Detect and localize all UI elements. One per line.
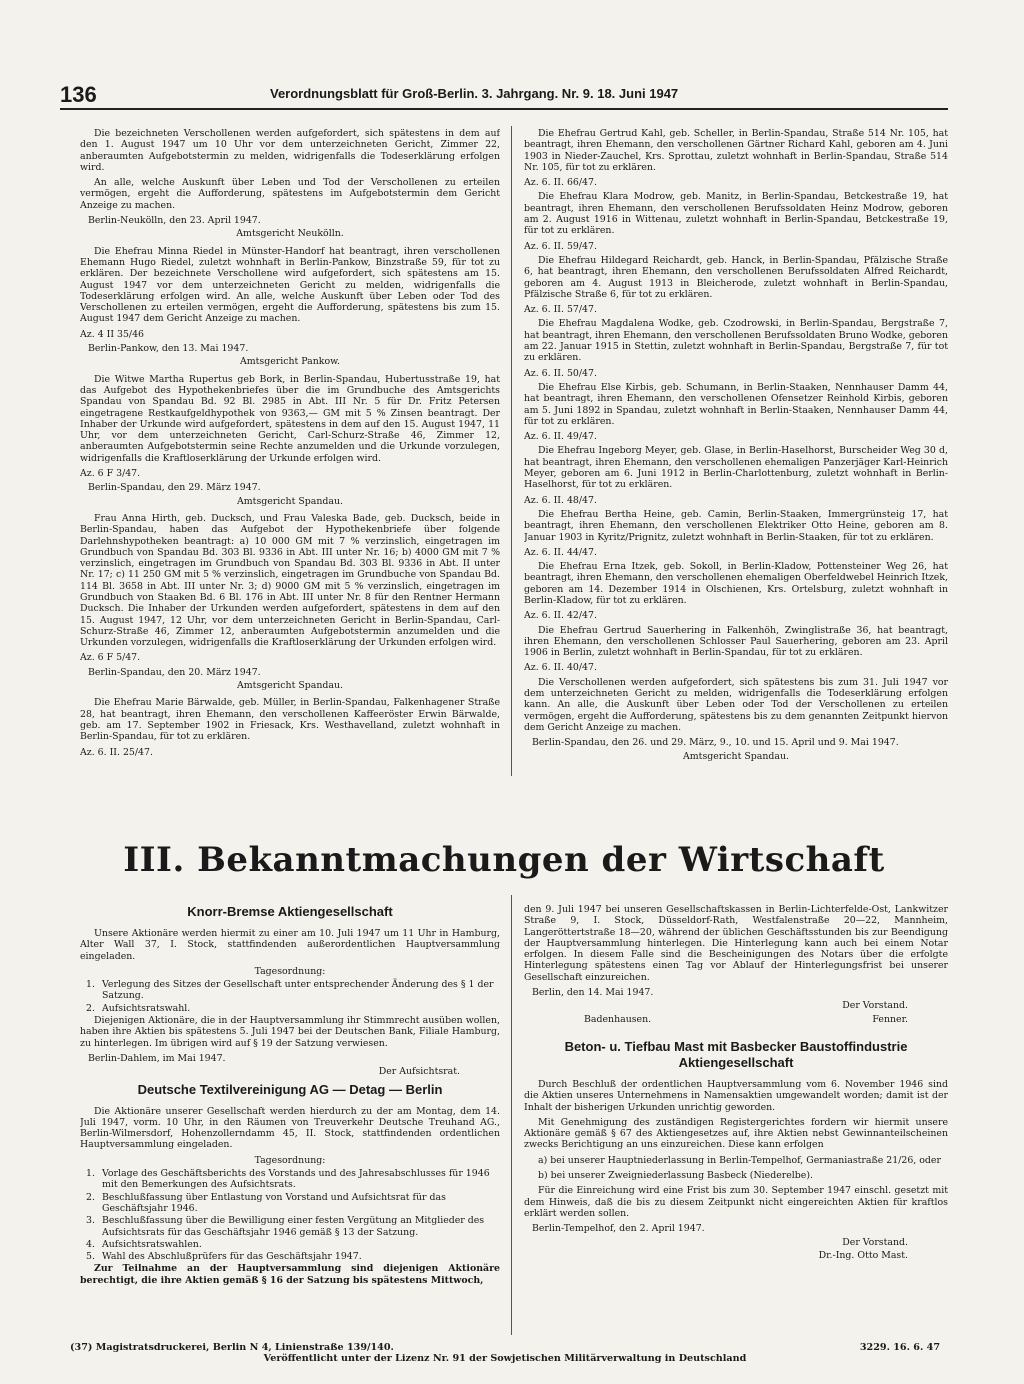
case-number: Az. 6. II. 57/47. [524,304,597,316]
right-column-court-notices [524,128,948,778]
paragraph: Die Ehefrau Else Kirbis, geb. Schumann, in Berlin-Staaken, Nennhauser Damm 44, hat beantragt, ihren Ehemann, den verschollenen Ofensetzer Reinhold Kirbis, geboren am 5. Juni 1892 in Spandau, zuletzt wohnhaft in Berlin-Staaken, Nennhauser Damm 44, für tot zu erklären. [524,381,948,427]
paragraph: Die Ehefrau Hildegard Reichardt, geb. Hanck, in Berlin-Spandau, Pfälzische Straße 6, hat beantragt, ihren Ehemann, den verschollenen Berufssoldaten Alfred Reichardt, geboren am 4. August 1913 in Bleicherode, zuletzt wohnhaft in Berlin-Spandau, Pfälzische Straße 6, für tot zu erklären. [524,254,948,300]
left-column-business-notices [80,904,500,1334]
paragraph: den 9. Juli 1947 bei unseren Gesellschaftskassen in Berlin-Lichterfelde-Ost, Lankwitzer Straße 9, I. Stock, Düsseldorf-Rath, Westfalenstraße 20—22, Mannheim, Langeröttertstraße 18—20, während der üblichen Geschäftsstunden bis zur Beendigung der Hauptversammlung hinterlegen. Die Hinterlegung kann auch bei einem Notar erfolgen. In diesem Falle sind die Bescheinigungen des Notars über die erfolgte Hinterlegung spätestens einen Tag vor Ablauf der Hinterlegungsfrist bei unserer Gesellschaft einzureichen. [524,904,948,983]
column-divider [511,126,512,776]
company-title: Deutsche Textilvereinigung AG — Detag — Berlin [137,1081,443,1097]
place-date: Berlin-Neukölln, den 23. April 1947. [88,215,261,227]
agenda-item: 3. Beschlußfassung über die Bewilligung einer festen Vergütung an Mitglieder des Aufsichtsrats für das Geschäftsjahr 1946 gemäß § 13 der Satzung. [86,1215,485,1238]
board-label: Der Vorstand. [842,1236,908,1248]
company-title: Knorr-Bremse Aktiengesellschaft [187,904,393,919]
paragraph: Die Ehefrau Minna Riedel in Münster-Handorf hat beantragt, ihren verschollenen Ehemann Hugo Riedel, zuletzt wohnhaft in Berlin-Pankow, Binzstraße 59, für tot zu erklären. Der bezeichnete Verschollene wird aufgefordert, sich spätestens am 15. August 1947 vor dem unterzeichneten Gericht zu melden, widrigenfalls die Todeserklärung erfolgen wird. An alle, welche Auskunft über Leben oder Tod des Verschollenen zu erteilen vermögen, ergeht die Aufforderung, spätestens bis zum 15. August 1947 dem Gericht Anzeige zu machen. [80,245,500,325]
case-number: Az. 6. II. 49/47. [524,431,597,443]
case-number: Az. 6. II. 25/47. [80,746,153,758]
case-number: Az. 4 II 35/46 [80,328,145,340]
case-number: Az. 6. II. 40/47. [524,662,597,674]
case-number: Az. 6. II. 48/47. [524,494,597,506]
paragraph: Die Ehefrau Gertrud Sauerhering in Falkenhöh, Zwinglistraße 36, hat beantragt, ihren Ehemann, den verschollenen Schlosser Paul Sauerhering, geboren am 23. April 1906 in Berlin, zuletzt wohnhaft in Berlin-Spandau, für tot zu erklären. [524,624,948,659]
agenda-item: 4. Aufsichtsratswahlen. [86,1238,202,1250]
paragraph: Die Ehefrau Marie Bärwalde, geb. Müller, in Berlin-Spandau, Falkenhagener Straße 28, hat beantragt, ihren Ehemann, den verschollenen Kaffeeröster Erwin Bärwalde, geb. am 17. September 1902 in Friesack, Krs. Westhavelland, zuletzt wohnhaft in Berlin-Spandau, für tot zu erklären. [80,697,500,743]
agenda-item: 1. Vorlage des Geschäftsberichts des Vorstands und des Jahresabschlusses für 1946 mit den Bemerkungen des Aufsichtsrats. [86,1168,490,1191]
board-names [524,1014,948,1025]
paragraph: Unsere Aktionäre werden hiermit zu einer am 10. Juli 1947 um 11 Uhr in Hamburg, Alter Wall 37, I. Stock, stattfindenden außerordentlichen Hauptversammlung eingeladen. [80,928,500,962]
journal-title: Verordnungsblatt für Groß-Berlin. 3. Jahrgang. Nr. 9. 18. Juni 1947 [270,86,679,101]
paragraph: Die Ehefrau Magdalena Wodke, geb. Czodrowski, in Berlin-Spandau, Bergstraße 7, hat beantragt, ihren Ehemann, den verschollenen Berufssoldaten Bruno Wodke, geboren am 22. Januar 1915 in Stettin, zuletzt wohnhaft in Berlin-Spandau, Bergstraße 7, für tot zu erklären. [524,318,948,364]
agenda-item: 1. Verlegung des Sitzes der Gesellschaft unter entsprechender Änderung des § 1 der Satzung. [86,979,494,1002]
agenda-item: 2. Aufsichtsratswahl. [86,1002,191,1014]
paragraph: Die bezeichneten Verschollenen werden aufgefordert, sich spätestens in dem auf den 1. August 1947 um 10 Uhr vor dem unterzeichneten Gericht, Zimmer 22, anberaumten Aufgebotstermin zu melden, widrigenfalls die Todeserklärung erfolgen wird. [80,128,500,173]
case-number: Az. 6. II. 66/47. [524,177,597,189]
board-member: Badenhausen. [584,1013,652,1025]
paragraph: Durch Beschluß der ordentlichen Hauptversammlung vom 6. November 1946 sind die Aktien unseres Unternehmens in Namensaktien umgewandelt worden; damit ist der Inhalt der bisherigen Urkunden unrichtig geworden. [524,1078,948,1113]
section-title: III. Bekanntmachungen der Wirtschaft [123,840,885,880]
agenda-label: Tagesordnung: [254,1154,326,1166]
court-name: Amtsgericht Spandau. [237,495,343,507]
court-name: Amtsgericht Neukölln. [236,228,344,240]
page-footer [70,1342,940,1364]
paragraph: Die Verschollenen werden aufgefordert, sich spätestens bis zum 31. Juli 1947 vor dem unterzeichneten Gericht zu melden, widrigenfalls die Todeserklärung erfolgen kann. An alle, die Auskunft über Leben oder Tod der Verschollenen zu erteilen vermögen, ergeht die Aufforderung, spätestens bis zu dem genannten Zeitpunkt hiervon dem Gericht Anzeige zu machen. [524,676,948,733]
court-name: Amtsgericht Spandau. [237,680,343,692]
paragraph: Die Ehefrau Klara Modrow, geb. Manitz, in Berlin-Spandau, Betckestraße 19, hat beantragt, ihren Ehemann, den verschollenen Berufssoldaten Heinz Modrow, geboren am 2. August 1916 in Wittenau, zuletzt wohnhaft in Berlin-Spandau, Betckestraße 19, für tot zu erklären. [524,191,948,237]
paragraph: Die Ehefrau Ingeborg Meyer, geb. Glase, in Berlin-Haselhorst, Burscheider Weg 30 d, hat beantragt, ihren Ehemann, den verschollenen ehemaligen Panzerjäger Karl-Heinrich Meyer, geboren am 6. Juni 1912 in Berlin-Charlottenburg, zuletzt wohnhaft in Berlin-Haselhorst, für tot zu erklären. [524,445,948,491]
place-date: Berlin-Tempelhof, den 2. April 1947. [532,1223,705,1235]
court-name: Amtsgericht Spandau. [683,750,789,762]
header-rule [60,108,948,110]
case-number: Az. 6 F 3/47. [80,468,141,480]
agenda-item: 2. Beschlußfassung über Entlastung von Vorstand und Aufsichtsrat für das Geschäftsjahr 1946. [86,1191,446,1214]
case-number: Az. 6. II. 42/47. [524,610,597,622]
option-b: b) bei unserer Zweigniederlassung Basbeck (Niederelbe). [538,1170,813,1182]
print-code: 3229. 16. 6. 47 [859,1342,940,1353]
page-number: 136 [60,82,97,107]
paragraph: Frau Anna Hirth, geb. Ducksch, und Frau Valeska Bade, geb. Ducksch, beide in Berlin-Spandau, haben das Aufgebot der Hypothekenbriefe über folgende Darlehnshypotheken beantragt: a) 10 000 GM mit 7 % verzinslich, eingetragen im Grundbuch von Spandau Bd. 303 Bl. 9336 in Abt. III unter Nr. 16; b) 4000 GM mit 7 % verzinslich, eingetragen im Grundbuch von Spandau Bd. 303 Bl. 9336 in Abt. II unter Nr. 17; c) 11 250 GM mit 5 % verzinslich, eingetragen im Grundbuche von Spandau Bd. 114 Bl. 3658 in Abt. III unter Nr. 3; d) 9000 GM mit 5 % verzinslich, eingetragen im Grundbuch von Staaken Bd. 6 Bl. 176 in Abt. III unter Nr. 8 für den Rentner Hermann Ducksch. Die Inhaber der Urkunden werden aufgefordert, spätestens in dem auf den 15. August 1947, 12 Uhr, vor dem unterzeichneten Gericht in Berlin-Spandau, Carl-Schurz-Straße 46, Zimmer 12, anberaumten Aufgebotstermin anzumelden und die Urkunden vorzulegen, widrigenfalls die Kraftloserklärung der Urkunden erfolgen wird. [80,512,500,649]
agenda-label: Tagesordnung: [254,965,326,977]
paragraph: Die Witwe Martha Rupertus geb Bork, in Berlin-Spandau, Hubertusstraße 19, hat das Aufgebot des Hypothekenbriefes über die im Grundbuche des Amtsgerichts Spandau von Spandau Bd. 92 Bl. 2985 in Abt. III Nr. 5 für Dr. Fritz Petersen eingetragene Restkaufgeldhypothek von 9363,— GM mit 5 % Zinsen beantragt. Der Inhaber der Urkunde wird aufgefordert, spätestens in dem auf den 15. August 1947, 11 Uhr, vor dem unterzeichneten Gericht, Carl-Schurz-Straße 46, Zimmer 12, anberaumten Aufgebotstermin seine Rechte anzumelden und die Urkunde vorzulegen, widrigenfalls die Kraftloserklärung der Urkunde erfolgen wird. [80,373,500,464]
license-line: Veröffentlicht unter der Lizenz Nr. 91 der Sowjetischen Militärverwaltung in Deutschland [263,1353,747,1364]
place-date: Berlin-Spandau, den 20. März 1947. [88,666,261,678]
place-date: Berlin, den 14. Mai 1947. [532,987,654,999]
agenda-item: 5. Wahl des Abschlußprüfers für das Geschäftsjahr 1947. [86,1251,362,1263]
paragraph: Die Ehefrau Gertrud Kahl, geb. Scheller, in Berlin-Spandau, Straße 514 Nr. 105, hat beantragt, ihren Ehemann, den verschollenen Gärtner Richard Kahl, geboren am 4. Juni 1903 in Nieder-Zauchel, Krs. Sprottau, zuletzt wohnhaft in Berlin-Spandau, Straße 514 Nr. 105, für tot zu erklären. [524,128,948,173]
printer-line: (37) Magistratsdruckerei, Berlin N 4, Linienstraße 139/140. [70,1342,394,1353]
page-header [60,82,948,108]
paragraph: Diejenigen Aktionäre, die in der Hauptversammlung ihr Stimmrecht ausüben wollen, haben ihre Aktien bis spätestens 5. Juli 1947 bei der Deutschen Bank, Filiale Hamburg, zu hinterlegen. Im übrigen wird auf § 19 der Satzung verwiesen. [80,1015,500,1049]
signatory: Der Aufsichtsrat. [378,1066,460,1078]
paragraph: Mit Genehmigung des zuständigen Registergerichtes fordern wir hiermit unsere Aktionäre gemäß § 67 des Aktiengesetzes auf, ihre Aktien nebst Gewinnanteilscheinen zwecks Berichtigung an uns einzureichen. Diese kann erfolgen [524,1116,948,1151]
board-label: Der Vorstand. [842,1000,908,1012]
paragraph: Für die Einreichung wird eine Frist bis zum 30. September 1947 einschl. gesetzt mit dem Hinweis, daß die bis zu diesem Zeitpunkt nicht eingereichten Aktien für kraftlos erklärt werden sollen. [524,1185,948,1219]
court-name: Amtsgericht Pankow. [239,356,341,368]
place-date: Berlin-Dahlem, im Mai 1947. [88,1052,226,1064]
paragraph: Die Ehefrau Erna Itzek, geb. Sokoll, in Berlin-Kladow, Pottensteiner Weg 26, hat beantragt, ihren Ehemann, den verschollenen ehemaligen Oberfeldwebel Heinrich Itzek, geboren am 14. Dezember 1914 in Olschienen, Krs. Ortelsburg, zuletzt wohnhaft in Berlin-Kladow, für tot zu erklären. [524,561,948,606]
option-a: a) bei unserer Hauptniederlassung in Berlin-Tempelhof, Germaniastraße 21/26, oder [538,1154,941,1166]
company-title: Beton- u. Tiefbau Mast mit Basbecker Baustoffindustrie Aktiengesellschaft [564,1038,908,1070]
right-column-business-notices [524,904,948,1336]
paragraph: Die Aktionäre unserer Gesellschaft werden hierdurch zu der am Montag, dem 14. Juli 1947, vorm. 10 Uhr, in den Räumen von Treuverkehr Deutsche Treuhand AG., Berlin-Wilmersdorf, Hohenzollerndamm 45, II. Stock, stattfindenden ordentlichen Hauptversammlung eingeladen. [80,1105,500,1151]
signatory: Dr.-Ing. Otto Mast. [818,1249,908,1261]
paragraph: Zur Teilnahme an der Hauptversammlung sind diejenigen Aktionäre berechtigt, die ihre Aktien gemäß § 16 der Satzung bis spätestens Mittwoch, [80,1263,500,1286]
place-date: Berlin-Spandau, den 26. und 29. März, 9., 10. und 15. April und 9. Mai 1947. [532,737,899,749]
place-date: Berlin-Pankow, den 13. Mai 1947. [88,343,249,355]
case-number: Az. 6. II. 44/47. [524,546,597,558]
paragraph: An alle, welche Auskunft über Leben und Tod der Verschollenen zu erteilen vermögen, ergeht die Aufforderung, spätestens im Aufgebotstermin dem Gericht Anzeige zu machen. [80,177,500,211]
place-date: Berlin-Spandau, den 29. März 1947. [88,482,261,494]
case-number: Az. 6. II. 50/47. [524,367,597,379]
case-number: Az. 6 F 5/47. [80,652,141,664]
column-divider [511,895,512,1335]
paragraph: Die Ehefrau Bertha Heine, geb. Camin, Berlin-Staaken, Immergrünsteig 17, hat beantragt, ihren Ehemann, den verschollenen Elektriker Otto Heine, geboren am 8. Januar 1903 in Kyritz/Prignitz, zuletzt wohnhaft in Berlin-Staaken, für tot zu erklären. [524,508,948,543]
case-number: Az. 6. II. 59/47. [524,240,597,252]
board-member: Fenner. [872,1013,908,1025]
left-column-court-notices [80,128,500,778]
